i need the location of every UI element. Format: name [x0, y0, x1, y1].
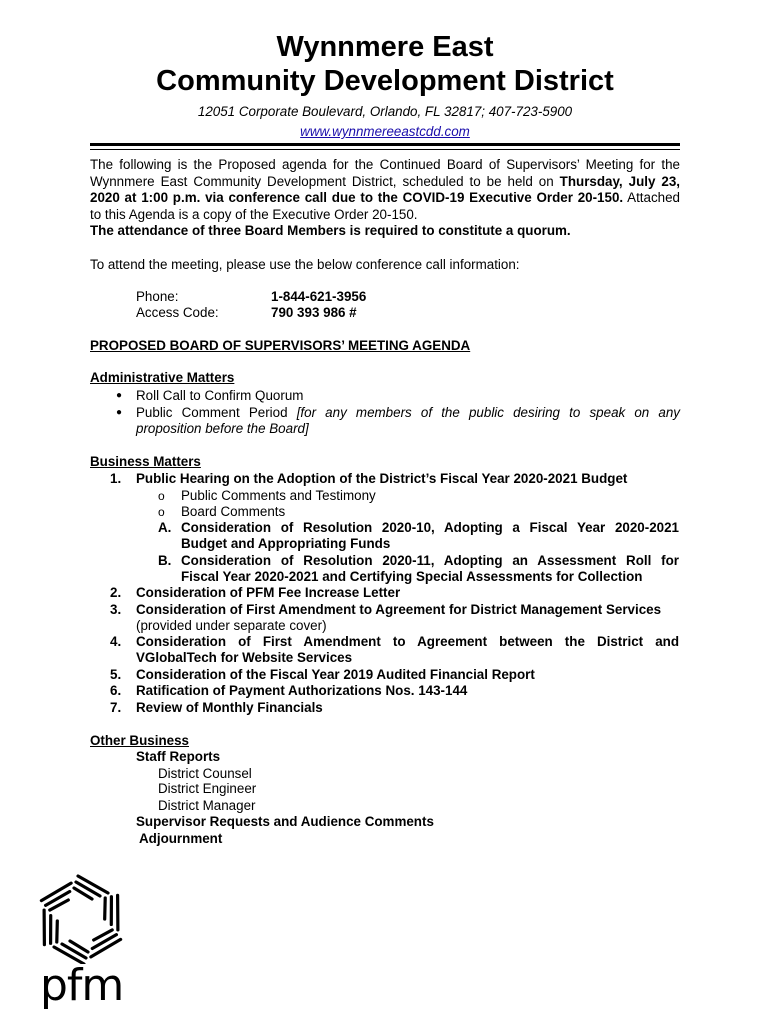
header-rule-thick: [90, 143, 680, 146]
district-name-line2: Community Development District: [156, 65, 614, 97]
supervisor-requests: Supervisor Requests and Audience Comments: [136, 814, 434, 829]
circle-bullet-icon: o: [158, 489, 165, 503]
district-counsel: District Counsel: [158, 766, 252, 781]
phone-label: Phone:: [136, 289, 179, 304]
district-address: 12051 Corporate Boulevard, Orlando, FL 32817; 407-723-5900: [197, 104, 573, 119]
circle-bullet-icon: o: [158, 505, 165, 519]
district-name: Wynnmere East: [276, 31, 494, 63]
attend-text: To attend the meeting, please use the below conference call information:: [90, 257, 520, 272]
business-item-3-note: (provided under separate cover): [136, 618, 327, 633]
meeting-datetime: Thursday, July 23, 2020 at 1:00 p.m. via conference call due to the COVID-19 Executive Order 20-150.: [90, 173, 680, 206]
pfm-hexagon-logo-icon: [38, 868, 124, 964]
agenda-heading: PROPOSED BOARD OF SUPERVISORS’ MEETING AGENDA: [90, 338, 471, 353]
district-manager: District Manager: [158, 798, 256, 813]
business-heading: Business Matters: [90, 454, 201, 469]
bullet-icon: ●: [116, 390, 123, 401]
intro-text: The following is the Proposed agenda for the Continued Board of Supervisors’ Meeting for the Wynnmere East Community Development District, scheduled to be held on: [90, 157, 680, 189]
other-heading: Other Business: [90, 733, 189, 748]
business-item-4-cont: VGlobalTech for Website Services: [136, 650, 353, 665]
adjournment: Adjournment: [139, 831, 223, 846]
intro-attachment: Attached to this Agenda is a copy of the Executive Order 20-150.: [90, 190, 680, 222]
staff-reports: Staff Reports: [136, 749, 221, 764]
admin-heading: Administrative Matters: [90, 370, 235, 385]
sub-item-b-cont: Fiscal Year 2020-2021 and Certifying Special Assessments for Collection: [181, 569, 643, 584]
sub-item-a-cont: Budget and Appropriating Funds: [181, 536, 391, 551]
phone-number: 1-844-621-3956: [271, 289, 367, 304]
pfm-wordmark: pfm: [40, 960, 124, 1011]
district-engineer: District Engineer: [158, 781, 257, 796]
quorum-note: The attendance of three Board Members is required to constitute a quorum.: [90, 223, 571, 239]
header-rule-thin: [90, 149, 680, 150]
access-code-value: 790 393 986 #: [271, 305, 357, 320]
intro-paragraph: [90, 157, 680, 240]
admin-item-public-comment-cont: proposition before the Board]: [136, 421, 309, 436]
access-code-label: Access Code:: [136, 305, 219, 320]
website-link[interactable]: www.wynnmereeastcdd.com: [300, 124, 470, 139]
bullet-icon: ●: [116, 407, 123, 418]
